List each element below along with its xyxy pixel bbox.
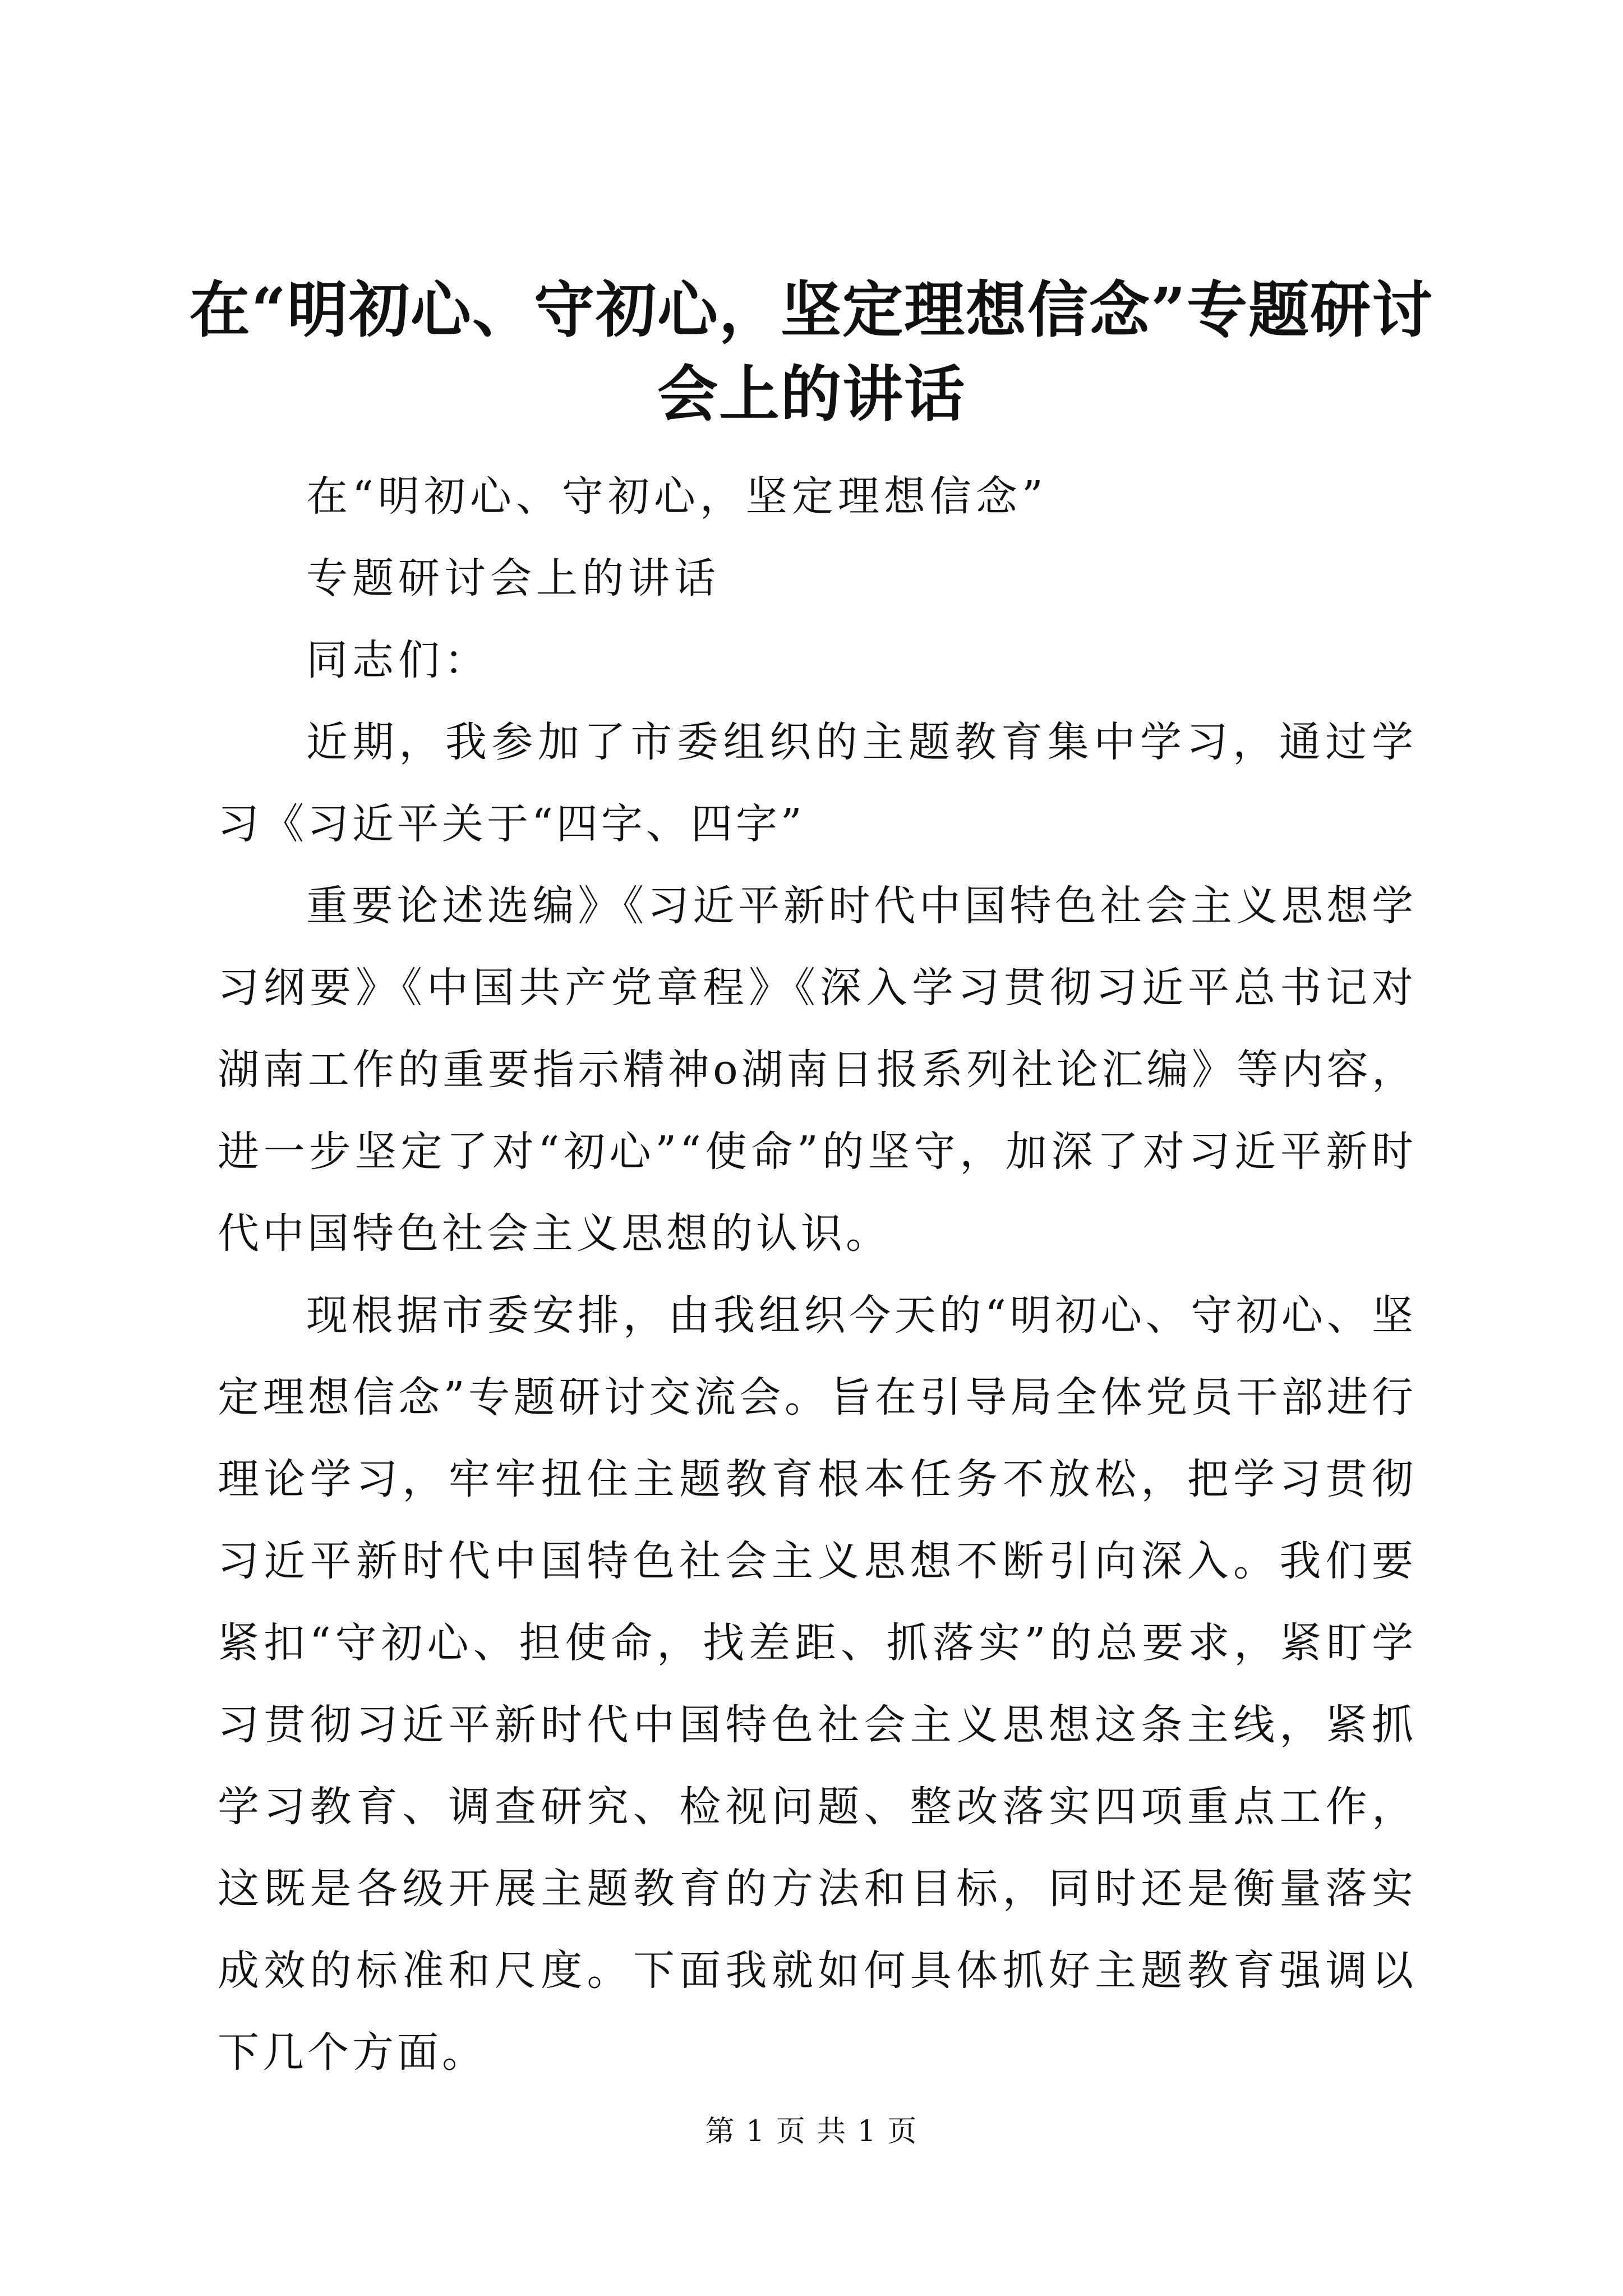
paragraph-study-materials: 重要论述选编》《习近平新时代中国特色社会主义思想学习纲要》《中国共产党章程》《深入学习贯彻习近平总书记对湖南工作的重要指示精神o湖南日报系列社论汇编》等内容，进一步坚定了对“初心”“使命”的坚守，加深了对习近平新时代中国特色社会主义思想的认识。	[218, 882, 1417, 1258]
document-body	[218, 455, 1417, 2093]
paragraph-heading-line-2: 专题研讨会上的讲话	[306, 554, 720, 602]
document-title: 在“明初心、守初心，坚定理想信念”专题研讨会上的讲话	[189, 275, 1434, 430]
paragraph-intro: 近期，我参加了市委组织的主题教育集中学习，通过学习《习近平关于“四字、四字”	[218, 718, 1417, 848]
paragraph-heading-line-1: 在“明初心、守初心，坚定理想信念”	[306, 472, 1048, 521]
page-footer: 第 1 页 共 1 页	[705, 2115, 918, 2148]
paragraph-arrangement: 现根据市委安排，由我组织今天的“明初心、守初心、坚定理想信念”专题研讨交流会。旨在引导局全体党员干部进行理论学习，牢牢扭住主题教育根本任务不放松，把学习贯彻习近平新时代中国特色社会主义思想不断引向深入。我们要紧扣“守初心、担使命，找差距、抓落实”的总要求，紧盯学习贯彻习近平新时代中国特色社会主义思想这条主线，紧抓学习教育、调查研究、检视问题、整改落实四项重点工作，这既是各级开展主题教育的方法和目标，同时还是衡量落实成效的标准和尺度。下面我就如何具体抓好主题教育强调以下几个方面。	[218, 1291, 1417, 2077]
paragraph-salutation: 同志们：	[306, 636, 490, 684]
